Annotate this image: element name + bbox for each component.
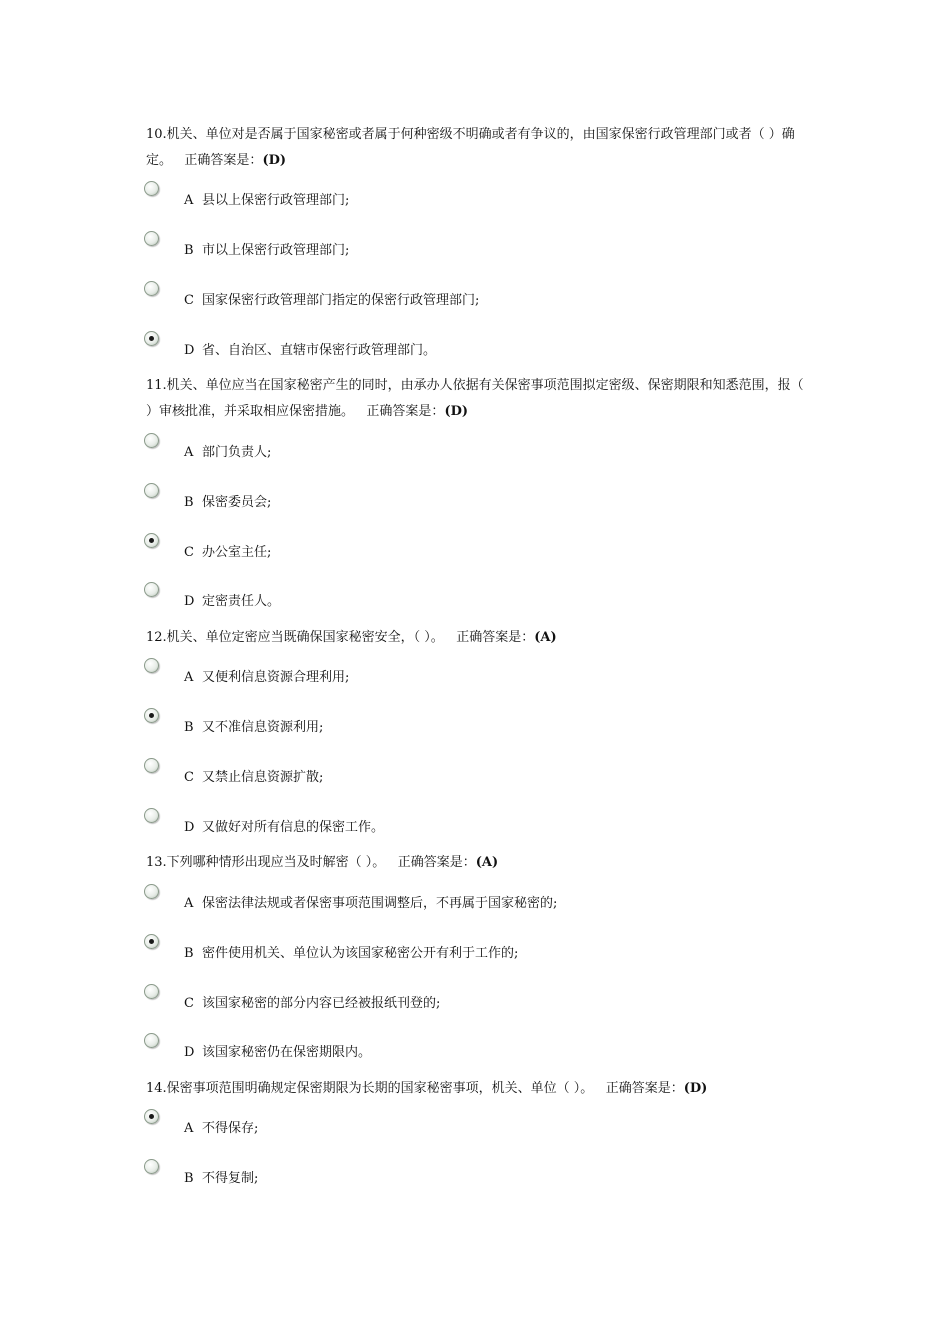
radio-checked-icon[interactable]	[144, 934, 159, 949]
answer-key: 正确答案是：(A)	[397, 855, 499, 870]
radio-icon[interactable]	[144, 483, 159, 498]
question-text: 14.保密事项范围明确规定保密期限为长期的国家秘密事项，机关、单位（ ）。	[146, 1081, 594, 1096]
radio-checked-icon[interactable]	[144, 533, 159, 548]
answer-key: 正确答案是：(D)	[366, 404, 469, 419]
question-14	[146, 1076, 806, 1102]
radio-icon[interactable]	[144, 181, 159, 196]
question-text: 12.机关、单位定密应当既确保国家秘密安全，（ ）。	[146, 630, 444, 645]
option-12-d[interactable]: D 又做好对所有信息的保密工作。	[144, 808, 804, 848]
question-10	[146, 122, 806, 174]
radio-icon[interactable]	[144, 758, 159, 773]
question-11	[146, 373, 806, 425]
question-text: 10.机关、单位对是否属于国家秘密或者属于何种密级不明确或者有争议的，由国家保密行政管理部门或者（ ）确定。	[146, 127, 795, 168]
question-text: 13.下列哪种情形出现应当及时解密（ ）。	[146, 855, 386, 870]
radio-icon[interactable]	[144, 1159, 159, 1174]
question-12	[146, 625, 806, 651]
option-11-d[interactable]: D 定密责任人。	[144, 582, 804, 622]
radio-icon[interactable]	[144, 1033, 159, 1048]
radio-icon[interactable]	[144, 884, 159, 899]
option-11-b[interactable]: B 保密委员会;	[144, 483, 804, 523]
radio-checked-icon[interactable]	[144, 708, 159, 723]
answer-key: 正确答案是：(A)	[456, 630, 557, 645]
option-12-a[interactable]: A 又便利信息资源合理利用;	[144, 658, 804, 698]
option-13-a[interactable]: A 保密法律法规或者保密事项范围调整后，不再属于国家秘密的;	[144, 884, 804, 924]
question-13	[146, 850, 806, 876]
radio-icon[interactable]	[144, 231, 159, 246]
answer-key: 正确答案是：(D)	[605, 1081, 708, 1096]
radio-icon[interactable]	[144, 984, 159, 999]
option-11-a[interactable]: A 部门负责人;	[144, 433, 804, 473]
option-13-c[interactable]: C 该国家秘密的部分内容已经被报纸刊登的;	[144, 984, 804, 1024]
option-10-b[interactable]: B 市以上保密行政管理部门;	[144, 231, 804, 271]
option-10-a[interactable]: A 县以上保密行政管理部门;	[144, 181, 804, 221]
option-12-b[interactable]: B 又不准信息资源利用;	[144, 708, 804, 748]
option-12-c[interactable]: C 又禁止信息资源扩散;	[144, 758, 804, 798]
radio-icon[interactable]	[144, 658, 159, 673]
radio-icon[interactable]	[144, 281, 159, 296]
option-10-d[interactable]: D 省、自治区、直辖市保密行政管理部门。	[144, 331, 804, 371]
option-13-b[interactable]: B 密件使用机关、单位认为该国家秘密公开有利于工作的;	[144, 934, 804, 974]
radio-checked-icon[interactable]	[144, 331, 159, 346]
radio-checked-icon[interactable]	[144, 1109, 159, 1124]
option-11-c[interactable]: C 办公室主任;	[144, 533, 804, 573]
option-14-a[interactable]: A 不得保存;	[144, 1109, 804, 1149]
option-10-c[interactable]: C 国家保密行政管理部门指定的保密行政管理部门;	[144, 281, 804, 321]
option-14-b[interactable]: B 不得复制;	[144, 1159, 804, 1199]
radio-icon[interactable]	[144, 582, 159, 597]
answer-key: 正确答案是：(D)	[184, 153, 287, 168]
option-13-d[interactable]: D 该国家秘密仍在保密期限内。	[144, 1033, 804, 1073]
radio-icon[interactable]	[144, 433, 159, 448]
radio-icon[interactable]	[144, 808, 159, 823]
question-text: 11.机关、单位应当在国家秘密产生的同时，由承办人依据有关保密事项范围拟定密级、保密期限和知悉范围，报（ ）审核批准，并采取相应保密措施。	[146, 378, 804, 419]
